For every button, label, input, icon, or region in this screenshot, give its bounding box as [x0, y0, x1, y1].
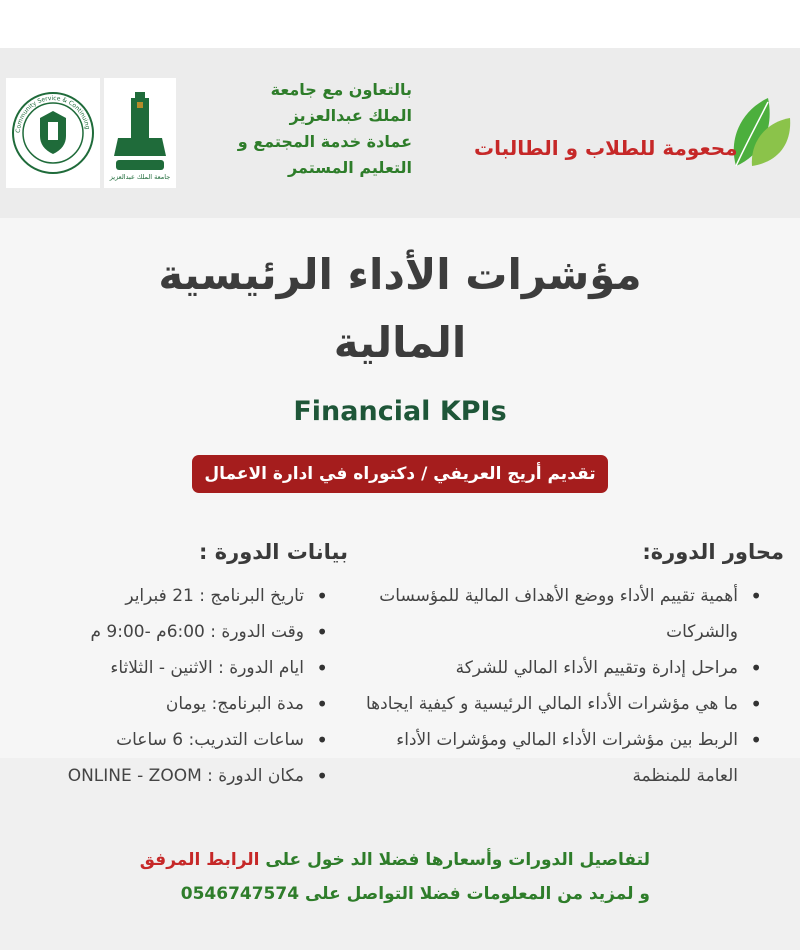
- course-subtitle: Financial KPIs: [293, 396, 507, 427]
- cta-link[interactable]: الرابط المرفق: [139, 850, 260, 870]
- topic-item: • أهمية تقييم الأداء ووضع الأهداف المالية للمؤسسات والشركات: [356, 578, 766, 650]
- detail-days: • ايام الدورة : الاثنين - الثلاثاء: [12, 650, 332, 686]
- detail-duration: • مدة البرنامج: يومان: [12, 686, 332, 722]
- details-heading: بيانات الدورة :: [199, 540, 348, 564]
- course-title-line-2: المالية: [333, 318, 467, 367]
- topics-heading: محاور الدورة:: [642, 540, 784, 564]
- partner-line-3: عمادة خدمة المجتمع و: [237, 132, 412, 151]
- detail-date: • تاريخ البرنامج : 21 فبراير: [12, 578, 332, 614]
- details-list: [12, 578, 332, 794]
- detail-location: • مكان الدورة : ONLINE - ZOOM: [12, 758, 332, 794]
- partner-line-1: بالتعاون مع جامعة: [270, 80, 412, 99]
- detail-time: • وقت الدورة : 6:00م -9:00 م: [12, 614, 332, 650]
- cta-line-1: [140, 850, 650, 870]
- topics-list: [356, 578, 766, 794]
- community-service-logo: [6, 78, 100, 188]
- presenter-banner: [192, 455, 608, 493]
- detail-hours: • ساعات التدريب: 6 ساعات: [12, 722, 332, 758]
- topic-item: • مراحل إدارة وتقييم الأداء المالي للشركة: [356, 650, 766, 686]
- course-title-line-1: مؤشرات الأداء الرئيسية: [158, 250, 642, 299]
- topic-item: • ما هي مؤشرات الأداء المالي الرئيسية و كيفية ايجادها: [356, 686, 766, 722]
- topic-item: • الربط بين مؤشرات الأداء المالي ومؤشرات الأداء العامة للمنظمة: [356, 722, 766, 794]
- partner-line-2: الملك عبدالعزيز: [289, 106, 412, 125]
- cta-text: لتفاصيل الدورات وأسعارها فضلا الد خول على: [265, 850, 650, 870]
- brand-name: محعومة للطلاب و الطالبات: [474, 136, 738, 160]
- partner-line-4: التعليم المستمر: [288, 158, 412, 177]
- cta-line-2: و لمزيد من المعلومات فضلا التواصل على 0546747574: [180, 884, 650, 904]
- presenter-text: تقديم أريج العريفي / دكتوراه في ادارة الاعمال: [204, 464, 596, 484]
- kau-logo: [104, 78, 176, 188]
- logo-ring-text: Community Service & Continuing: [14, 94, 91, 134]
- leaf-icon: [728, 92, 792, 168]
- kau-logo-text: جامعة الملك عبدالعزيز: [109, 173, 171, 181]
